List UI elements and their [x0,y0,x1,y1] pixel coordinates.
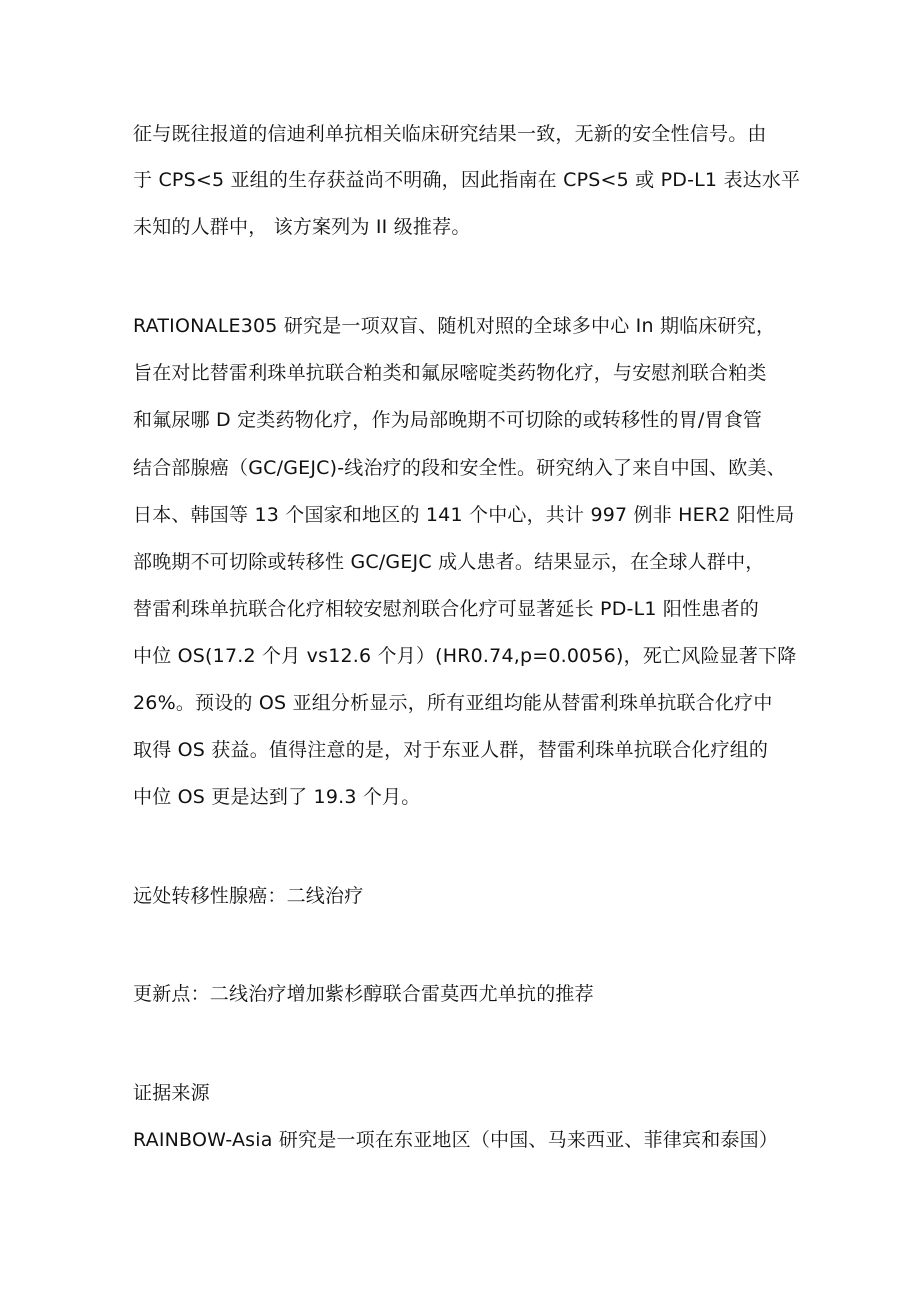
paragraph-2-line-5: 日本、韩国等 13 个国家和地区的 141 个中心，共计 997 例非 HER2 阳性局 [133,504,795,526]
paragraph-3-line-1: RAINBOW-Asia 研究是一项在东亚地区（中国、马来西亚、菲律宾和泰国） [133,1129,779,1151]
update-point: 更新点：二线治疗增加紫杉醇联合雷莫西尤单抗的推荐 [133,983,594,1005]
paragraph-2-line-3: 和氟尿哪 D 定类药物化疗，作为局部晚期不可切除的或转移性的胃/胃食管 [133,409,763,431]
paragraph-1-line-2: 于 CPS<5 亚组的生存获益尚不明确，因此指南在 CPS<5 或 PD-L1 表达水平 [133,169,801,191]
paragraph-2-line-10: 取得 OS 获益。值得注意的是，对于东亚人群，替雷利珠单抗联合化疗组的 [133,739,769,761]
paragraph-2-line-8: 中位 OS(17.2 个月 vs12.6 个月）(HR0.74,p=0.0056)，死亡风险显著下降 [133,645,797,667]
paragraph-2-line-1: RATIONALE305 研究是一项双盲、随机对照的全球多中心 In 期临床研究， [133,315,776,337]
paragraph-2-line-6: 部晚期不可切除或转移性 GC/GEJC 成人患者。结果显示，在全球人群中， [133,551,765,573]
paragraph-1-line-3: 未知的人群中， 该方案列为 II 级推荐。 [133,216,471,238]
paragraph-1-line-1: 征与既往报道的信迪利单抗相关临床研究结果一致，无新的安全性信号。由 [133,123,767,145]
paragraph-2-line-7: 替雷利珠单抗联合化疗相较安慰剂联合化疗可显著延长 PD-L1 阳性患者的 [133,598,759,620]
evidence-heading: 证据来源 [133,1082,210,1104]
paragraph-2-line-11: 中位 OS 更是达到了 19.3 个月。 [133,786,421,808]
paragraph-2-line-9: 26%。预设的 OS 亚组分析显示，所有亚组均能从替雷利珠单抗联合化疗中 [133,692,773,714]
paragraph-2-line-2: 旨在对比替雷利珠单抗联合粕类和氟尿嘧啶类药物化疗，与安慰剂联合粕类 [133,362,767,384]
section-heading: 远处转移性腺癌：二线治疗 [133,885,364,907]
paragraph-2-line-4: 结合部腺癌（GC/GEJC)-线治疗的段和安全性。研究纳入了来自中国、欧美、 [133,457,786,479]
